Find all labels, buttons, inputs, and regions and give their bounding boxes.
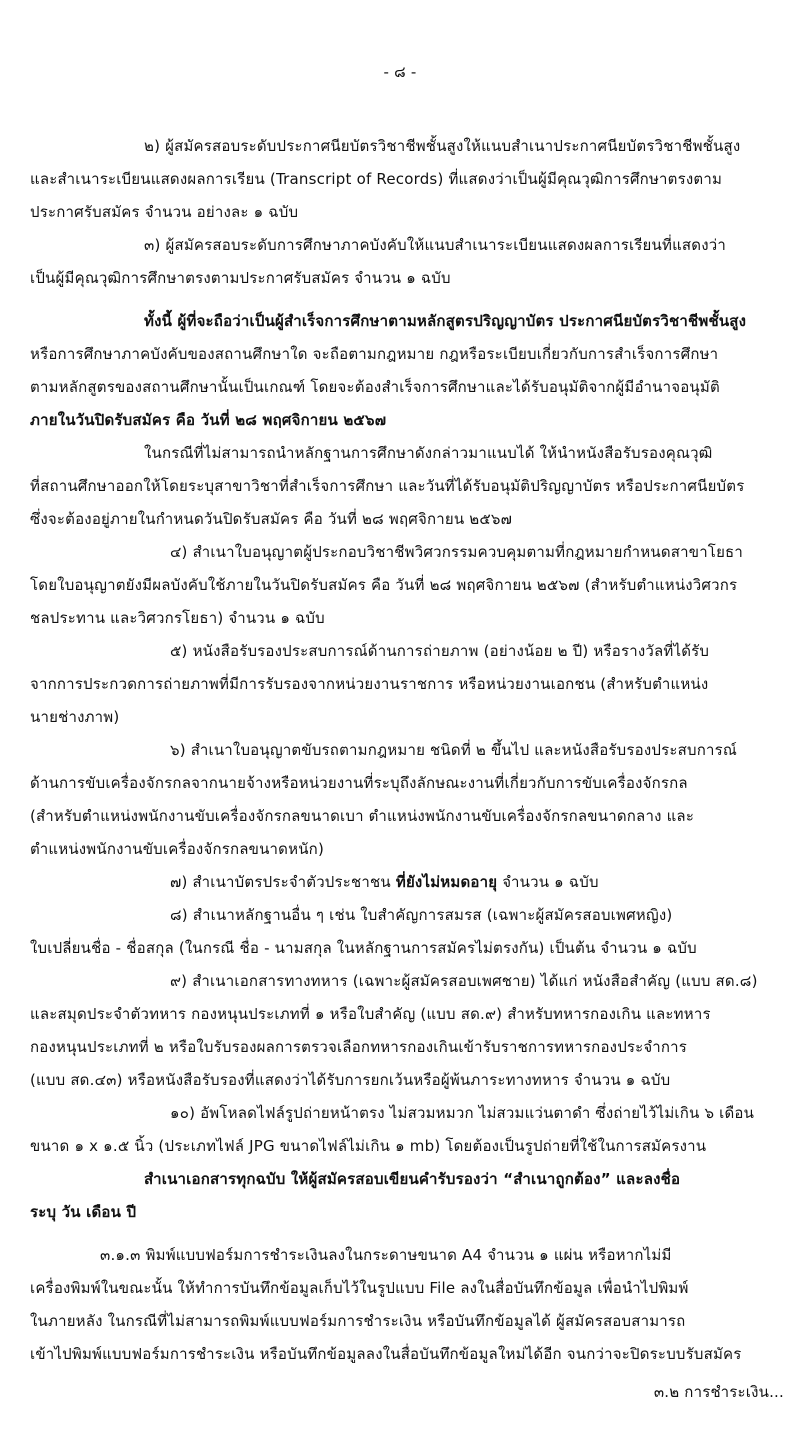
paragraph-item-6: ๖) สำเนาใบอนุญาตขับรถตามกฎหมาย ชนิดที่ ๒ ขึ้นไป และหนังสือรับรองประสบการณ์ ด้านการขับเครื่องจักรกลจากนายจ้างหรือหน่วยงานที่ระบุถึงลักษณะงานที่เกี่ยวกับการขับเครื่องจักรกล (สำหรับตำแหน่งพนักงานขับเครื่องจักรกลขนาดเบา ตำแหน่งพนักงานขับเครื่องจักรกลขนาดกลาง และ ตำแหน่งพนักงานขับเครื่องจักรกลขนาดหนัก)	[30, 741, 737, 858]
paragraph-item-3-1-3: ๓.๑.๓ พิมพ์แบบฟอร์มการชำระเงินลงในกระดาษขนาด A4 จำนวน ๑ แผ่น หรือหากไม่มี เครื่องพิมพ์ในขณะนั้น ให้ทำการบันทึกข้อมูลเก็บไว้ในรูปแบบ File ลงในสื่อบันทึกข้อมูล เพื่อนำไปพิมพ์ ในภายหลัง ในกรณีที่ไม่สามารถพิมพ์แบบฟอร์มการชำระเงิน หรือบันทึกข้อมูลได้ ผู้สมัครสอบสามารถ เข้าไปพิมพ์แบบฟอร์มการชำระเงิน หรือบันทึกข้อมูลลงในสื่อบันทึกข้อมูลใหม่ได้อีก จนกว่าจะปิดระบบรับสมัคร	[30, 1246, 742, 1363]
paragraph-item-3: ๓) ผู้สมัครสอบระดับการศึกษาภาคบังคับให้แนบสำเนาระเบียนแสดงผลการเรียนที่แสดงว่า เป็นผู้มีคุณวุฒิการศึกษาตรงตามประกาศรับสมัคร จำนวน ๑ ฉบับ	[30, 236, 727, 287]
paragraph-item-8: ๘) สำเนาหลักฐานอื่น ๆ เช่น ใบสำคัญการสมรส (เฉพาะผู้สมัครสอบเพศหญิง) ใบเปลี่ยนชื่อ - ชื่อสกุล (ในกรณี ชื่อ - นามสกุล ในหลักฐานการสมัครไม่ตรงกัน) เป็นต้น จำนวน ๑ ฉบับ	[30, 906, 697, 957]
item-7-prefix: ๗) สำเนาบัตรประจำตัวประชาชน	[170, 873, 396, 891]
page-number: - ๘ -	[383, 63, 417, 81]
continuation-footer: ๓.๒ การชำระเงิน...	[653, 1383, 784, 1401]
item-7-suffix: จำนวน ๑ ฉบับ	[497, 873, 599, 891]
paragraph-item-7	[30, 866, 784, 899]
paragraph-note-copies: สำเนาเอกสารทุกฉบับ ให้ผู้สมัครสอบเขียนคำรับรองว่า “สำเนาถูกต้อง” และลงชื่อ ระบุ วัน เดือน ปี	[30, 1170, 681, 1221]
document-body	[30, 130, 784, 1371]
paragraph-item-10: ๑๐) อัพโหลดไฟล์รูปถ่ายหน้าตรง ไม่สวมหมวก ไม่สวมแว่นตาดำ ซึ่งถ่ายไว้ไม่เกิน ๖ เดือน ขนาด ๑ x ๑.๕ นิ้ว (ประเภทไฟล์ JPG ขนาดไฟล์ไม่เกิน ๑ mb) โดยต้องเป็นรูปถ่ายที่ใช้ในการสมัครงาน	[30, 1104, 755, 1155]
paragraph-item-4: ๔) สำเนาใบอนุญาตผู้ประกอบวิชาชีพวิศวกรรมควบคุมตามที่กฎหมายกำหนดสาขาโยธา โดยใบอนุญาตยังมีผลบังคับใช้ภายในวันปิดรับสมัคร คือ วันที่ ๒๘ พฤศจิกายน ๒๕๖๗ (สำหรับตำแหน่งวิศวกร ชลประทาน และวิศวกรโยธา) จำนวน ๑ ฉบับ	[30, 543, 744, 627]
paragraph-item-9: ๙) สำเนาเอกสารทางทหาร (เฉพาะผู้สมัครสอบเพศชาย) ได้แก่ หนังสือสำคัญ (แบบ สด.๘) และสมุดประจำตัวทหาร กองหนุนประเภทที่ ๑ หรือใบสำคัญ (แบบ สด.๙) สำหรับทหารกองเกิน และทหาร กองหนุนประเภทที่ ๒ หรือใบรับรองผลการตรวจเลือกทหารกองเกินเข้ารับราชการทหารกองประจำการ (แบบ สด.๔๓) หรือหนังสือรับรองที่แสดงว่าได้รับการยกเว้นหรือผู้พ้นภาระทางทหาร จำนวน ๑ ฉบับ	[30, 972, 758, 1089]
item-7-bold: ที่ยังไม่หมดอายุ	[395, 873, 498, 891]
paragraph-item-5: ๕) หนังสือรับรองประสบการณ์ด้านการถ่ายภาพ (อย่างน้อย ๒ ปี) หรือรางวัลที่ได้รับ จากการประกวดการถ่ายภาพที่มีการรับรองจากหน่วยงานราชการ หรือหน่วยงานเอกชน (สำหรับตำแหน่ง นายช่างภาพ)	[30, 642, 710, 726]
paragraph-item-2: ๒) ผู้สมัครสอบระดับประกาศนียบัตรวิชาชีพชั้นสูงให้แนบสำเนาประกาศนียบัตรวิชาชีพชั้นสูง และสำเนาระเบียนแสดงผลการเรียน (Transcript of Records) ที่แสดงว่าเป็นผู้มีคุณวุฒิการศึกษาตรงตาม ประกาศรับสมัคร จำนวน อย่างละ ๑ ฉบับ	[30, 137, 741, 221]
paragraph-note-certificate: ในกรณีที่ไม่สามารถนำหลักฐานการศึกษาดังกล่าวมาแนบได้ ให้นำหนังสือรับรองคุณวุฒิ ที่สถานศึกษาออกให้โดยระบุสาขาวิชาที่สำเร็จการศึกษา และวันที่ได้รับอนุมัติปริญญาบัตร หรือประกาศนียบัตร ซึ่งจะต้องอยู่ภายในกำหนดวันปิดรับสมัคร คือ วันที่ ๒๘ พฤศจิกายน ๒๕๖๗	[30, 444, 745, 528]
paragraph-note-graduation: ทั้งนี้ ผู้ที่จะถือว่าเป็นผู้สำเร็จการศึกษาตามหลักสูตรปริญญาบัตร ประกาศนียบัตรวิชาชีพชั้นสูง หรือการศึกษาภาคบังคับของสถานศึกษาใด จะถือตามกฎหมาย กฎหรือระเบียบเกี่ยวกับการสำเร็จการศึกษา ตามหลักสูตรของสถานศึกษานั้นเป็นเกณฑ์ โดยจะต้องสำเร็จการศึกษาและได้รับอนุมัติจากผู้มีอำนาจอนุมัติ ภายในวันปิดรับสมัคร คือ วันที่ ๒๘ พฤศจิกายน ๒๕๖๗	[30, 312, 747, 429]
